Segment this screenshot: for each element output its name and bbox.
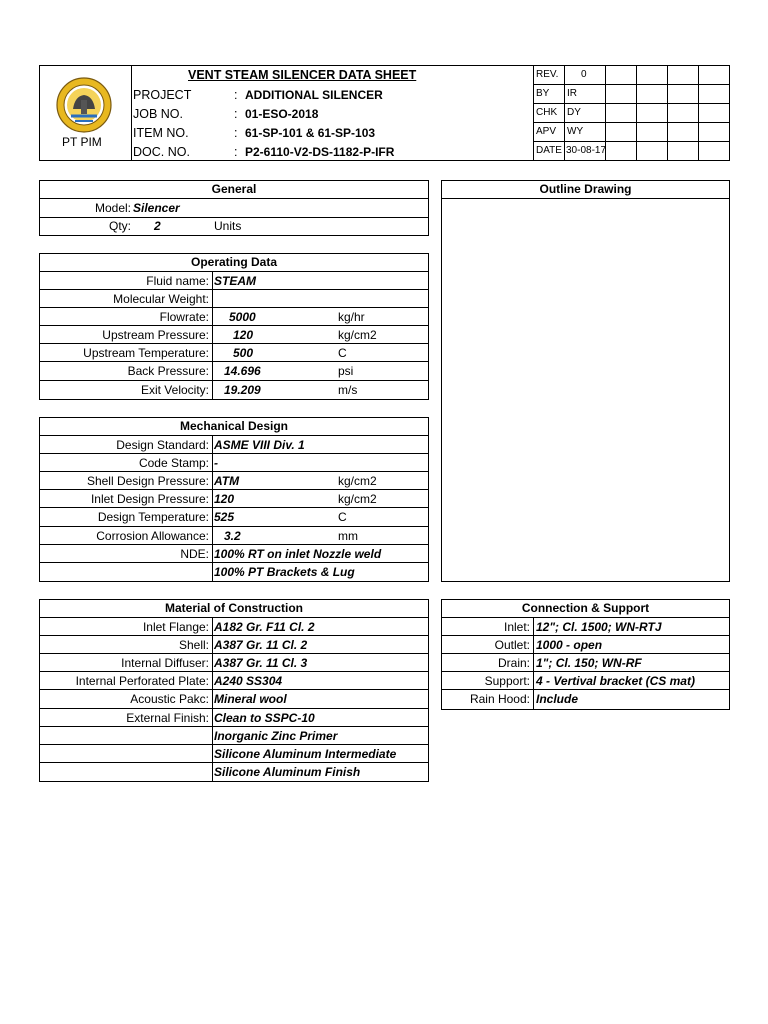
doc-value: P2-6110-V2-DS-1182-P-IFR (245, 145, 395, 159)
qty-label: Qty: (108, 219, 131, 233)
inlet-design-pressure-label: Inlet Design Pressure: (90, 492, 209, 506)
rev-label: REV. (536, 69, 559, 80)
design-temperature-value: 525 (214, 510, 235, 524)
inlet-connection-value: 12"; Cl. 1500; WN-RTJ (536, 620, 662, 634)
date-label: DATE (536, 145, 562, 156)
flowrate-unit: kg/hr (338, 310, 365, 324)
rain-hood-value: Include (536, 692, 579, 706)
shell-label: Shell: (178, 638, 209, 652)
upstream-pressure-value: 120 (233, 328, 254, 342)
chk-label: CHK (536, 107, 558, 118)
back-pressure-label: Back Pressure: (127, 364, 209, 378)
shell-design-pressure-value: ATM (214, 474, 240, 488)
upstream-temperature-label: Upstream Temperature: (83, 346, 209, 360)
finish-intermediate-value: Silicone Aluminum Intermediate (214, 747, 397, 761)
colon: : (234, 126, 238, 140)
apv-label: APV (536, 126, 557, 137)
general-title: General (211, 182, 257, 196)
support-value: 4 - Vertival bracket (CS mat) (536, 674, 695, 688)
corrosion-allowance-value: 3.2 (224, 529, 241, 543)
design-standard-value: ASME VIII Div. 1 (214, 438, 305, 452)
mechanical-design-title: Mechanical Design (179, 419, 289, 433)
nde-value: 100% RT on inlet Nozzle weld (214, 547, 382, 561)
finish-primer-value: Inorganic Zinc Primer (214, 729, 338, 743)
design-temperature-unit: C (338, 510, 347, 524)
job-label: JOB NO. (133, 107, 184, 121)
design-standard-label: Design Standard: (116, 438, 209, 452)
rain-hood-label: Rain Hood: (469, 692, 530, 706)
inlet-design-pressure-value: 120 (214, 492, 235, 506)
internal-perforated-plate-value: A240 SS304 (214, 674, 283, 688)
nde-label: NDE: (180, 547, 209, 561)
project-value: ADDITIONAL SILENCER (245, 88, 383, 102)
material-title: Material of Construction (164, 601, 303, 615)
upstream-pressure-label: Upstream Pressure: (102, 328, 209, 342)
outline-drawing-section (441, 180, 730, 582)
inlet-flange-value: A182 Gr. F11 Cl. 2 (214, 620, 315, 634)
colon: : (234, 88, 238, 102)
corrosion-allowance-label: Corrosion Allowance: (96, 529, 209, 543)
internal-diffuser-value: A387 Gr. 11 Cl. 3 (214, 656, 308, 670)
rev-value: 0 (581, 69, 587, 80)
upstream-temperature-unit: C (338, 346, 347, 360)
colon: : (234, 145, 238, 159)
upstream-temperature-value: 500 (233, 346, 254, 360)
back-pressure-unit: psi (338, 364, 354, 378)
outlet-connection-label: Outlet: (494, 638, 530, 652)
upstream-pressure-unit: kg/cm2 (338, 328, 377, 342)
model-label: Model: (94, 201, 131, 215)
code-stamp-value: - (214, 456, 218, 470)
support-label: Support: (484, 674, 530, 688)
internal-diffuser-label: Internal Diffuser: (121, 656, 209, 670)
company-name: PT PIM (62, 135, 102, 149)
sheet-title: VENT STEAM SILENCER DATA SHEET (188, 68, 417, 82)
fluid-name-label: Fluid name: (146, 274, 209, 288)
fluid-name-value: STEAM (214, 274, 256, 288)
acoustic-pack-label: Acoustic Pakc: (130, 692, 209, 706)
inlet-connection-label: Inlet: (503, 620, 530, 634)
colon: : (234, 107, 238, 121)
by-value: IR (567, 88, 577, 99)
job-value: 01-ESO-2018 (245, 107, 319, 121)
external-finish-value: Clean to SSPC-10 (214, 711, 315, 725)
design-temperature-label: Design Temperature: (97, 510, 209, 524)
drain-connection-value: 1"; Cl. 150; WN-RF (536, 656, 642, 670)
shell-design-pressure-label: Shell Design Pressure: (86, 474, 209, 488)
company-logo-icon (51, 76, 117, 134)
operating-data-title: Operating Data (190, 255, 277, 269)
project-label: PROJECT (133, 88, 192, 102)
exit-velocity-value: 19.209 (224, 383, 261, 397)
chk-value: DY (567, 107, 581, 118)
back-pressure-value: 14.696 (224, 364, 261, 378)
connection-title: Connection & Support (521, 601, 650, 615)
internal-perforated-plate-label: Internal Perforated Plate: (75, 674, 209, 688)
exit-velocity-unit: m/s (338, 383, 358, 397)
by-label: BY (536, 88, 550, 99)
outlet-connection-value: 1000 - open (536, 638, 603, 652)
item-label: ITEM NO. (133, 126, 189, 140)
flowrate-value: 5000 (229, 310, 256, 324)
drain-connection-label: Drain: (497, 656, 530, 670)
code-stamp-label: Code Stamp: (138, 456, 209, 470)
apv-value: WY (567, 126, 584, 137)
nde-value-2: 100% PT Brackets & Lug (214, 565, 355, 579)
external-finish-label: External Finish: (126, 711, 209, 725)
qty-value: 2 (154, 219, 161, 233)
outline-drawing-title: Outline Drawing (539, 182, 632, 196)
acoustic-pack-value: Mineral wool (214, 692, 287, 706)
shell-design-pressure-unit: kg/cm2 (338, 474, 377, 488)
item-value: 61-SP-101 & 61-SP-103 (245, 126, 376, 140)
doc-label: DOC. NO. (133, 145, 190, 159)
model-value: Silencer (133, 201, 180, 215)
exit-velocity-label: Exit Velocity: (140, 383, 209, 397)
date-value: 30-08-17 (566, 145, 607, 156)
inlet-design-pressure-unit: kg/cm2 (338, 492, 377, 506)
molecular-weight-label: Molecular Weight: (113, 292, 209, 306)
shell-value: A387 Gr. 11 Cl. 2 (214, 638, 308, 652)
finish-final-value: Silicone Aluminum Finish (214, 765, 361, 779)
qty-unit: Units (214, 219, 242, 233)
inlet-flange-label: Inlet Flange: (142, 620, 209, 634)
flowrate-label: Flowrate: (159, 310, 209, 324)
corrosion-allowance-unit: mm (338, 529, 358, 543)
